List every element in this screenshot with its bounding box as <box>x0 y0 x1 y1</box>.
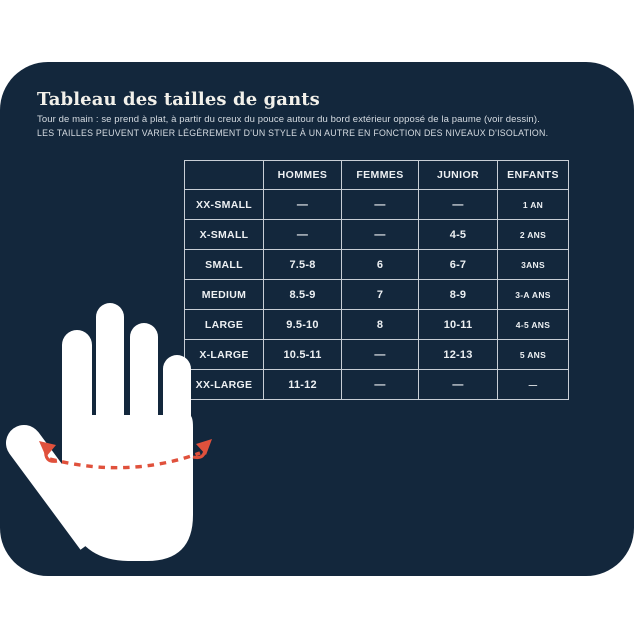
size-value-cell: 8.5-9 <box>264 280 342 310</box>
glove-size-table <box>184 160 569 400</box>
size-value-cell: 3-A ANS <box>498 280 569 310</box>
size-label-cell: X-LARGE <box>185 340 264 370</box>
size-value-cell: 11-12 <box>264 370 342 400</box>
table-row <box>185 250 569 280</box>
size-value-cell: — <box>264 190 342 220</box>
size-value-cell: — <box>419 190 498 220</box>
size-value-cell: — <box>498 370 569 400</box>
column-header-size <box>185 161 264 190</box>
table-row <box>185 370 569 400</box>
hand-illustration <box>0 293 212 576</box>
size-label-cell: X-SMALL <box>185 220 264 250</box>
size-value-cell: 3ANS <box>498 250 569 280</box>
table-row <box>185 340 569 370</box>
column-header-enfants: ENFANTS <box>498 161 569 190</box>
column-header-femmes: FEMMES <box>342 161 419 190</box>
size-label-cell: LARGE <box>185 310 264 340</box>
size-value-cell: 2 ANS <box>498 220 569 250</box>
size-label-cell: SMALL <box>185 250 264 280</box>
size-value-cell: 9.5-10 <box>264 310 342 340</box>
size-value-cell: 10-11 <box>419 310 498 340</box>
size-value-cell: 10.5-11 <box>264 340 342 370</box>
column-header-hommes: HOMMES <box>264 161 342 190</box>
size-value-cell: 1 AN <box>498 190 569 220</box>
size-label-cell: XX-LARGE <box>185 370 264 400</box>
size-variation-note: LES TAILLES PEUVENT VARIER LÉGÈREMENT D'UN STYLE À UN AUTRE EN FONCTION DES NIVEAUX D'ISOLATION. <box>37 127 549 138</box>
page-title: Tableau des tailles de gants <box>37 89 320 110</box>
size-value-cell: 8-9 <box>419 280 498 310</box>
size-value-cell: — <box>419 370 498 400</box>
table-header-row <box>185 161 569 190</box>
size-value-cell: — <box>342 190 419 220</box>
size-value-cell: 4-5 <box>419 220 498 250</box>
table-row <box>185 220 569 250</box>
size-value-cell: 4-5 ANS <box>498 310 569 340</box>
size-value-cell: 5 ANS <box>498 340 569 370</box>
size-value-cell: 8 <box>342 310 419 340</box>
hand-palm-icon <box>6 303 193 561</box>
measurement-instructions: Tour de main : se prend à plat, à partir du creux du pouce autour du bord extérieur opposé de la paume (voir dessin). <box>37 114 540 125</box>
size-value-cell: 6 <box>342 250 419 280</box>
size-value-cell: 7 <box>342 280 419 310</box>
size-value-cell: — <box>342 340 419 370</box>
column-header-junior: JUNIOR <box>419 161 498 190</box>
table-row <box>185 310 569 340</box>
size-value-cell: 6-7 <box>419 250 498 280</box>
size-value-cell: 12-13 <box>419 340 498 370</box>
size-value-cell: — <box>342 220 419 250</box>
size-label-cell: XX-SMALL <box>185 190 264 220</box>
size-value-cell: 7.5-8 <box>264 250 342 280</box>
size-value-cell: — <box>264 220 342 250</box>
table-row <box>185 190 569 220</box>
table-row <box>185 280 569 310</box>
size-value-cell: — <box>342 370 419 400</box>
size-label-cell: MEDIUM <box>185 280 264 310</box>
size-chart-card <box>0 62 634 576</box>
